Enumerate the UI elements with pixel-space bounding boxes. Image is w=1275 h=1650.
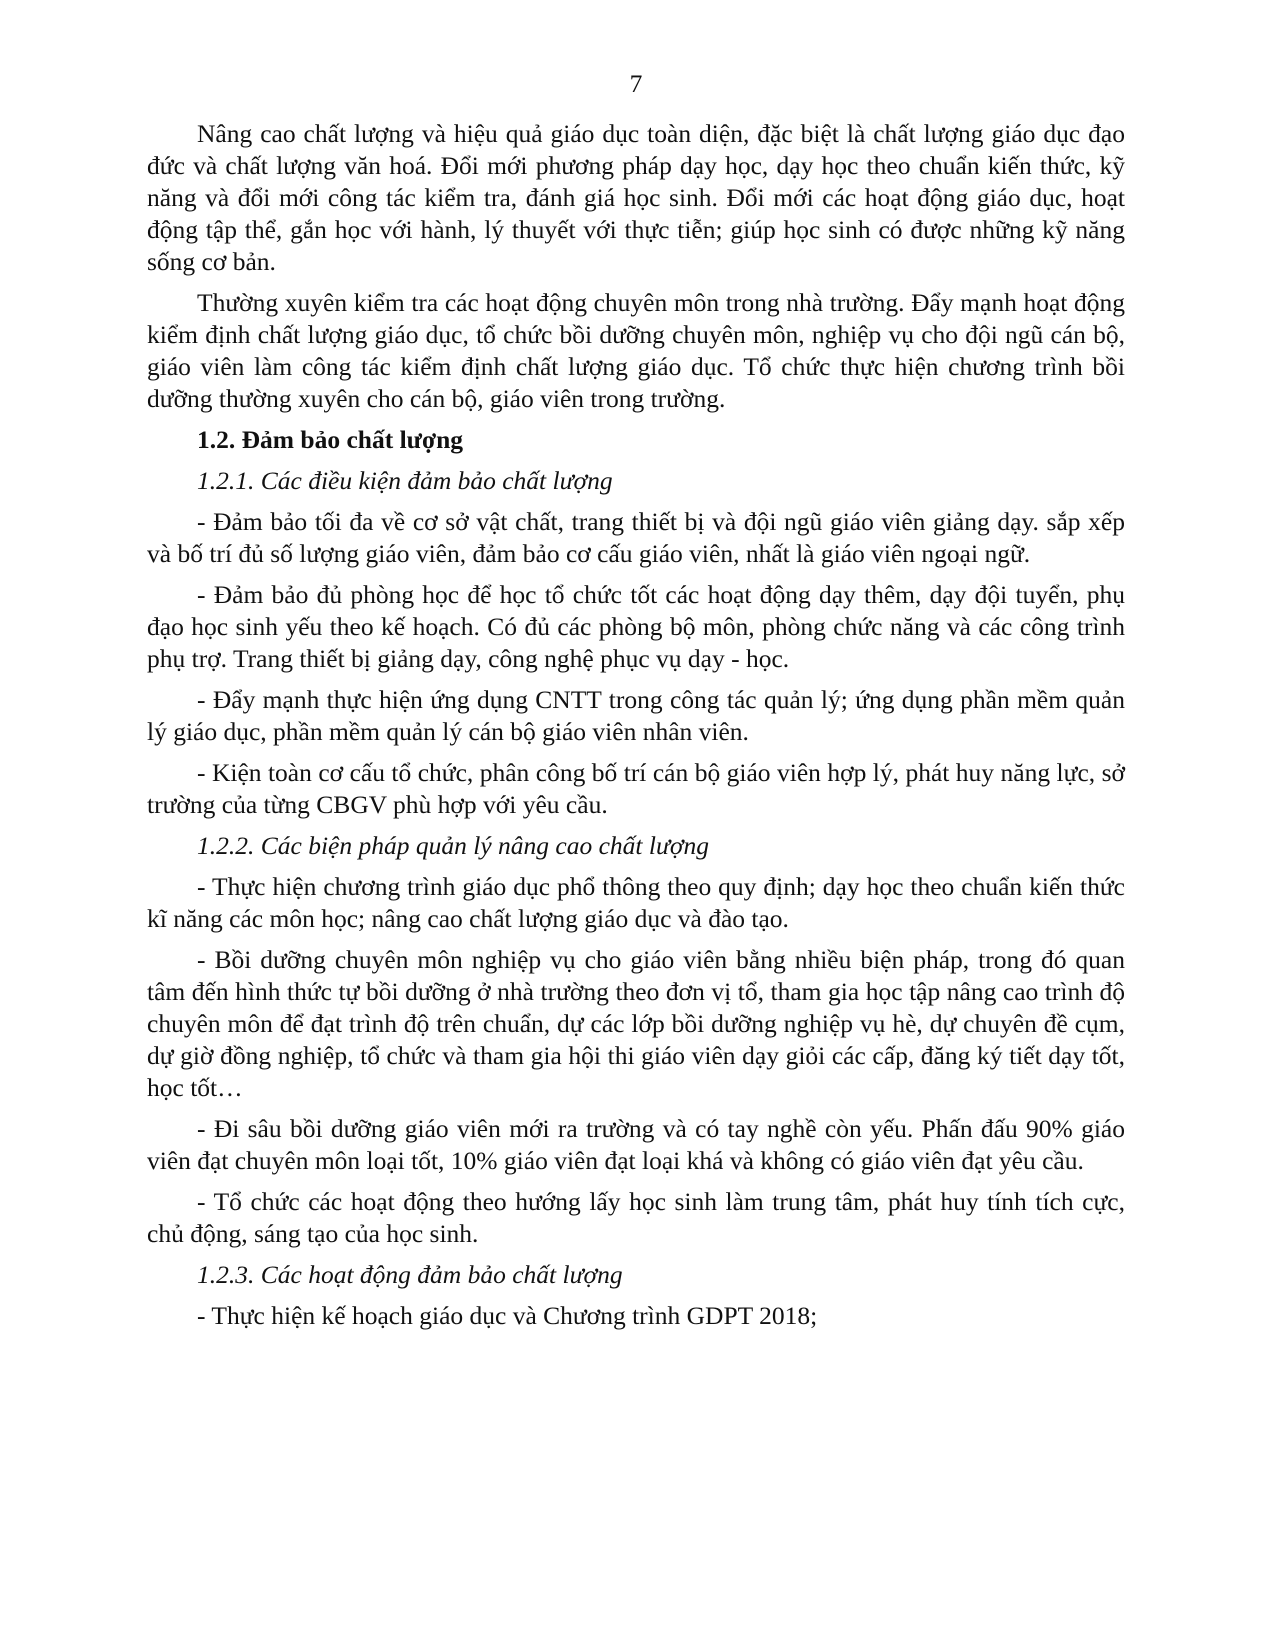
list-item: - Đẩy mạnh thực hiện ứng dụng CNTT trong công tác quản lý; ứng dụng phần mềm quản lý giáo dục, phần mềm quản lý cán bộ giáo viên nhân viên.	[147, 685, 1125, 746]
list-item: - Bồi dưỡng chuyên môn nghiệp vụ cho giáo viên bằng nhiều biện pháp, trong đó quan tâm đến hình thức tự bồi dưỡng ở nhà trường theo đơn vị tổ, tham gia học tập nâng cao trình độ chuyên môn để đạt trình độ trên chuẩn, dự các lớp bồi dưỡng nghiệp vụ hè, dự chuyên đề cụm, dự giờ đồng nghiệp, tổ chức và tham gia hội thi giáo viên dạy giỏi các cấp, đăng ký tiết dạy tốt, học tốt…	[147, 945, 1125, 1102]
page-number: 7	[629, 69, 643, 98]
list-item: - Đảm bảo đủ phòng học để học tổ chức tốt các hoạt động dạy thêm, dạy đội tuyển, phụ đạo học sinh yếu theo kế hoạch. Có đủ các phòng bộ môn, phòng chức năng và các công trình phụ trợ. Trang thiết bị giảng dạy, công nghệ phục vụ dạy - học.	[147, 580, 1125, 673]
list-item: - Thực hiện chương trình giáo dục phổ thông theo quy định; dạy học theo chuẩn kiến thức kĩ năng các môn học; nâng cao chất lượng giáo dục và đào tạo.	[147, 872, 1125, 933]
list-item: - Kiện toàn cơ cấu tổ chức, phân công bố trí cán bộ giáo viên hợp lý, phát huy năng lực, sở trường của từng CBGV phù hợp với yêu cầu.	[147, 758, 1125, 819]
list-item: - Đi sâu bồi dưỡng giáo viên mới ra trường và có tay nghề còn yếu. Phấn đấu 90% giáo viên đạt chuyên môn loại tốt, 10% giáo viên đạt loại khá và không có giáo viên đạt yêu cầu.	[147, 1114, 1125, 1175]
paragraph-education-quality: Nâng cao chất lượng và hiệu quả giáo dục toàn diện, đặc biệt là chất lượng giáo dục đạo đức và chất lượng văn hoá. Đổi mới phương pháp dạy học, dạy học theo chuẩn kiến thức, kỹ năng và đổi mới công tác kiểm tra, đánh giá học sinh. Đổi mới các hoạt động giáo dục, hoạt động tập thể, gắn học với hành, lý thuyết với thực tiễn; giúp học sinh có được những kỹ năng sống cơ bản.	[147, 119, 1125, 276]
document-page	[147, 68, 1125, 1341]
subsection-heading-1-2-2: 1.2.2. Các biện pháp quản lý nâng cao chất lượng	[197, 831, 709, 860]
list-item: - Đảm bảo tối đa về cơ sở vật chất, trang thiết bị và đội ngũ giáo viên giảng dạy. sắp xếp và bố trí đủ số lượng giáo viên, đảm bảo cơ cấu giáo viên, nhất là giáo viên ngoại ngữ.	[147, 507, 1125, 568]
section-heading-1-2: 1.2. Đảm bảo chất lượng	[197, 425, 464, 454]
list-item: - Tổ chức các hoạt động theo hướng lấy học sinh làm trung tâm, phát huy tính tích cực, chủ động, sáng tạo của học sinh.	[147, 1187, 1125, 1248]
list-item: - Thực hiện kế hoạch giáo dục và Chương trình GDPT 2018;	[197, 1301, 818, 1330]
paragraph-inspection: Thường xuyên kiểm tra các hoạt động chuyên môn trong nhà trường. Đẩy mạnh hoạt động kiểm định chất lượng giáo dục, tổ chức bồi dưỡng chuyên môn, nghiệp vụ cho đội ngũ cán bộ, giáo viên làm công tác kiểm định chất lượng giáo dục. Tổ chức thực hiện chương trình bồi dưỡng thường xuyên cho cán bộ, giáo viên trong trường.	[147, 288, 1125, 413]
subsection-heading-1-2-3: 1.2.3. Các hoạt động đảm bảo chất lượng	[197, 1260, 623, 1289]
subsection-heading-1-2-1: 1.2.1. Các điều kiện đảm bảo chất lượng	[197, 466, 613, 495]
